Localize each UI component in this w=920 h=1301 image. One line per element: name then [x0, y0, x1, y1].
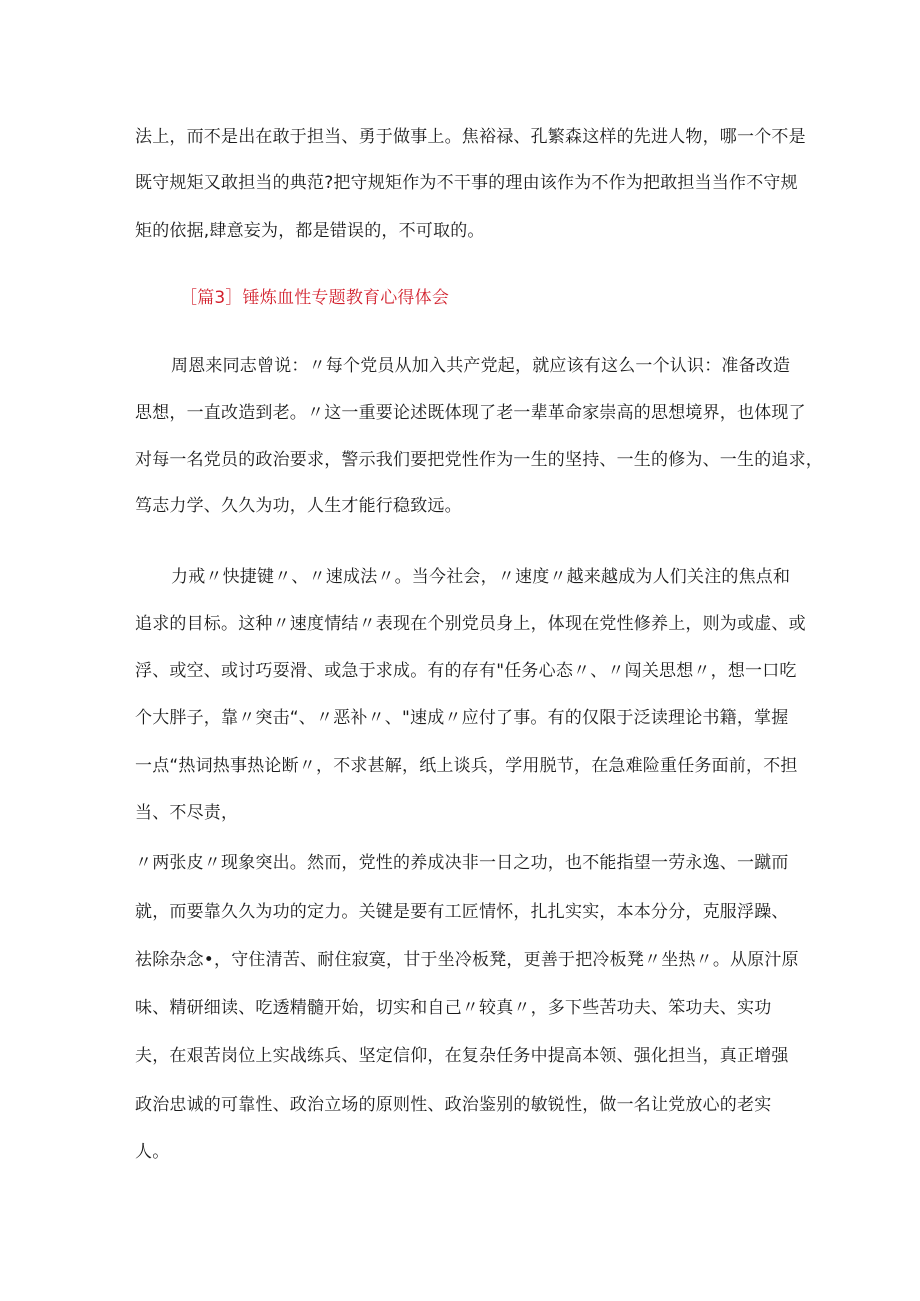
intro-line-3: 矩的依据,肆意妄为，都是错误的，不可取的。 — [135, 221, 485, 241]
paragraph2-line-6: 当、不尽责， — [135, 803, 239, 823]
paragraph1-line-3: 对每一名党员的政治要求，警示我们要把党性作为一生的坚持、一生的修为、一生的追求， — [135, 450, 823, 470]
intro-line-2: 既守规矩又敢担当的典范?把守规矩作为不干事的理由该作为不作为把敢担当当作不守规 — [135, 173, 798, 193]
paragraph2-line-2: 追求的目标。这种〃速度情结〃表现在个别党员身上，体现在党性修养上，则为或虚、或 — [135, 614, 806, 634]
paragraph2-line-4: 个大胖子，靠〃突击“、〃恶补〃、"速成〃应付了事。有的仅限于泛读理论书籍，掌握 — [135, 708, 789, 728]
paragraph2-line-8: 就，而要靠久久为功的定力。关键是要有工匠情怀，扎扎实实，本本分分，克服浮躁、 — [135, 902, 789, 922]
paragraph1-line-2: 思想，一直改造到老。〃这一重要论述既体现了老一辈革命家崇高的思想境界，也体现了 — [135, 403, 806, 423]
section-heading: ［篇3］锤炼血性专题教育心得体会 — [180, 288, 450, 308]
paragraph2-line-9: 祛除杂念•，守住清苦、耐住寂寞，甘于坐冷板凳，更善于把冷板凳〃坐热〃。从原汁原 — [135, 950, 799, 970]
paragraph2-line-11: 夫，在艰苦岗位上实战练兵、坚定信仰，在复杂任务中提高本领、强化担当，真正增强 — [135, 1046, 789, 1066]
paragraph2-line-3: 浮、或空、或讨巧耍滑、或急于求成。有的存有"任务心态〃、〃闯关思想〃，想一口吃 — [135, 661, 797, 681]
paragraph2-line-7: 〃两张皮〃现象突出。然而，党性的养成决非一日之功，也不能指望一劳永逸、一蹴而 — [135, 853, 789, 873]
paragraph2-line-1: 力戒〃快捷键〃、〃速成法〃。当今社会，〃速度〃越来越成为人们关注的焦点和 — [171, 567, 791, 587]
paragraph2-line-5: 一点“热词热事热论断〃，不求甚解，纸上谈兵，学用脱节，在急难险重任务面前，不担 — [135, 756, 798, 776]
paragraph2-line-13: 人。 — [135, 1142, 170, 1162]
paragraph2-line-12: 政治忠诚的可靠性、政治立场的原则性、政治鉴别的敏锐性，做一名让党放心的老实 — [135, 1095, 772, 1115]
intro-line-1: 法上，而不是出在敢于担当、勇于做事上。焦裕禄、孔繁森这样的先进人物，哪一个不是 — [135, 127, 806, 147]
paragraph1-line-1: 周恩来同志曾说：〃每个党员从加入共产党起，就应该有这么一个认识：准备改造 — [171, 356, 791, 376]
paragraph1-line-4: 笃志力学、久久为功，人生才能行稳致远。 — [135, 496, 462, 516]
paragraph2-line-10: 味、精研细读、吃透精髓开始，切实和自己〃较真〃，多下些苦功夫、笨功夫、实功 — [135, 998, 772, 1018]
